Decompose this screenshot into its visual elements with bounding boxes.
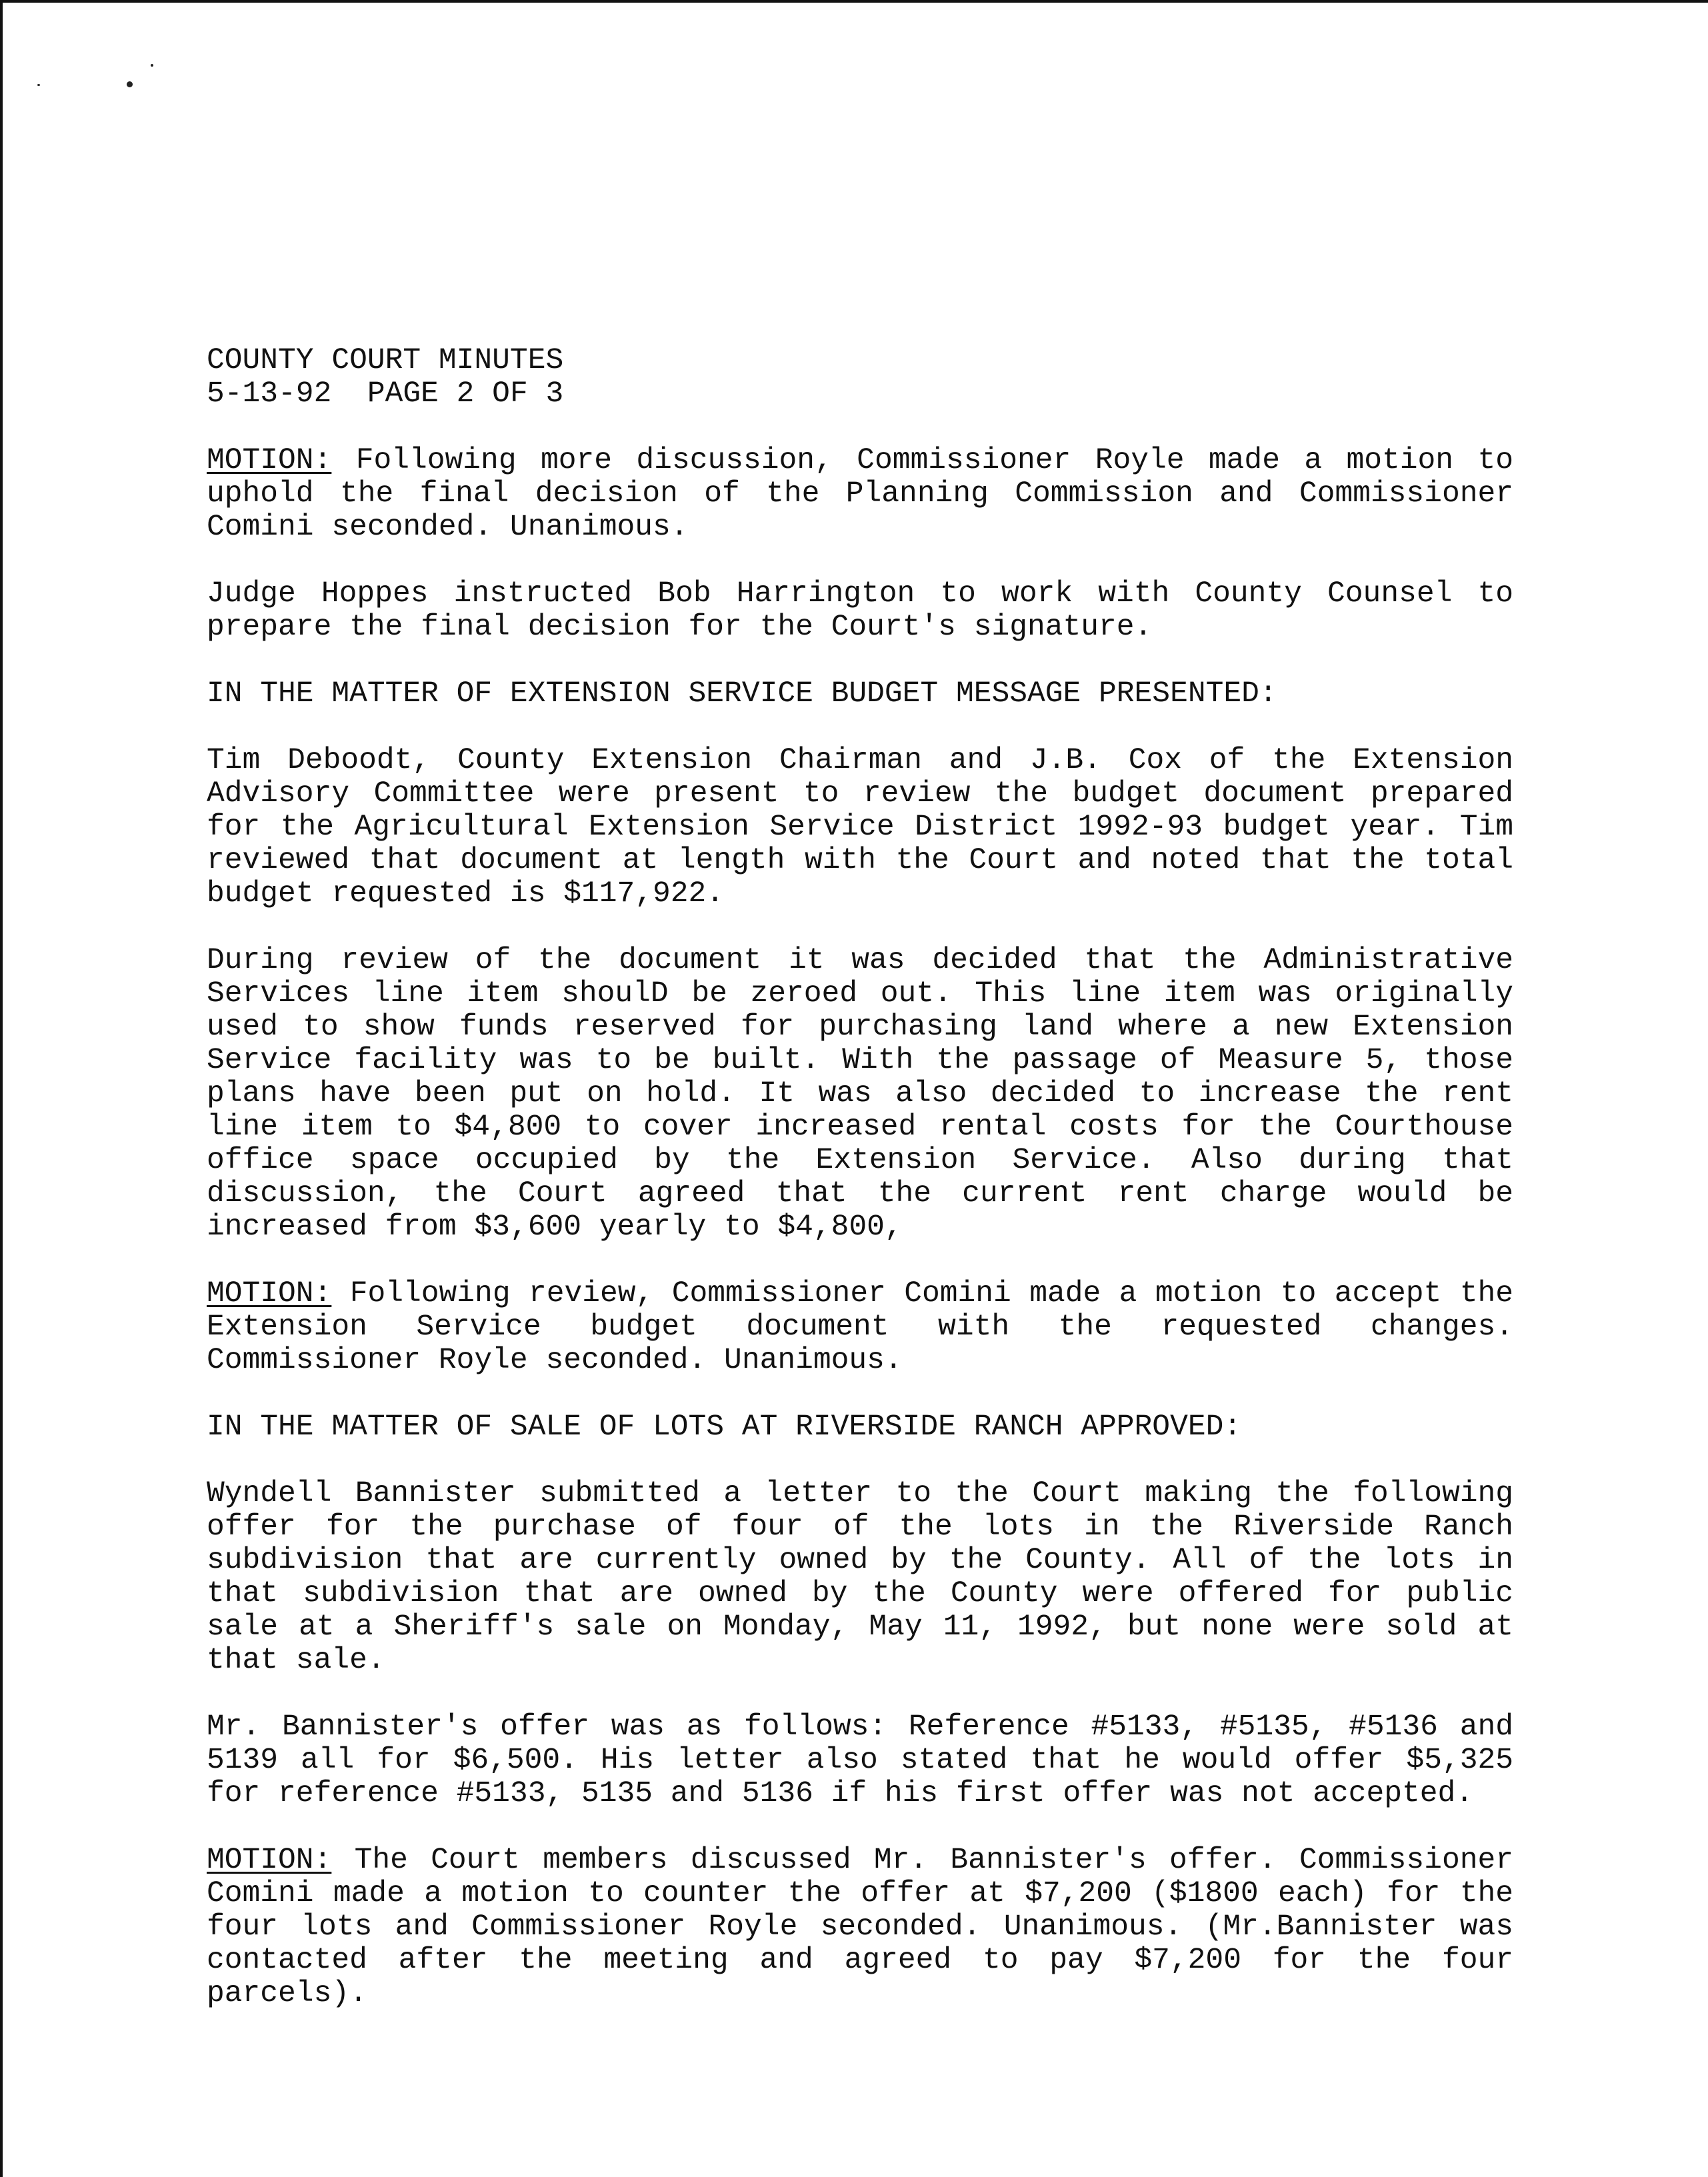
- motion-label: MOTION:: [207, 1277, 332, 1310]
- motion-label: MOTION:: [207, 444, 332, 477]
- motion-text: Following review, Commissioner Comini made a motion to accept the Extension Service budget document with the requested changes. Commissioner Royle seconded. Unanimous.: [207, 1277, 1513, 1377]
- date-page-line: [207, 377, 1513, 411]
- minutes-body: [207, 344, 1513, 2010]
- motion-text: Following more discussion, Commissioner Royle made a motion to uphold the final decision of the Planning Commission and Commissioner Comini seconded. Unanimous.: [207, 444, 1513, 544]
- scan-speck: [127, 81, 133, 87]
- lots-paragraph-2: Mr. Bannister's offer was as follows: Reference #5133, #5135, #5136 and 5139 all for $6,500. His letter also stated that he would offer $5,325 for reference #5133, 5135 and 5136 if his first offer was not accepted.: [207, 1710, 1513, 1810]
- motion-paragraph-3: [207, 1844, 1513, 2010]
- section-heading-lots: IN THE MATTER OF SALE OF LOTS AT RIVERSIDE RANCH APPROVED:: [207, 1410, 1242, 1444]
- scan-speck: [37, 84, 40, 86]
- document-header: [207, 344, 1513, 411]
- page-indicator: PAGE 2 OF 3: [367, 377, 564, 411]
- extension-paragraph-2: During review of the document it was decided that the Administrative Services line item shoulD be zeroed out. This line item was originally used to show funds reserved for purchasing land where a new Extension Service facility was to be built. With the passage of Measure 5, those plans have been put on hold. It was also decided to increase the rent line item to $4,800 to cover increased rental costs for the Courthouse office space occupied by the Extension Service. Also during that discussion, the Court agreed that the current rent charge would be increased from $3,600 yearly to $4,800,: [207, 944, 1513, 1244]
- document-title: COUNTY COURT MINUTES: [207, 344, 564, 377]
- motion-paragraph-1: [207, 444, 1513, 544]
- document-date: 5-13-92: [207, 377, 332, 411]
- motion-paragraph-2: [207, 1277, 1513, 1377]
- scan-speck: [151, 64, 153, 67]
- section-heading-extension: IN THE MATTER OF EXTENSION SERVICE BUDGET MESSAGE PRESENTED:: [207, 677, 1277, 711]
- extension-paragraph-1: Tim Deboodt, County Extension Chairman and J.B. Cox of the Extension Advisory Committee were present to review the budget document prepared for the Agricultural Extension Service District 1992-93 budget year. Tim reviewed that document at length with the Court and noted that the total budget requested is $117,922.: [207, 744, 1513, 911]
- lots-paragraph-1: Wyndell Bannister submitted a letter to the Court making the following offer for the purchase of four of the lots in the Riverside Ranch subdivision that are currently owned by the County. All of the lots in that subdivision that are owned by the County were offered for public sale at a Sheriff's sale on Monday, May 11, 1992, but none were sold at that sale.: [207, 1477, 1513, 1677]
- motion-label: MOTION:: [207, 1844, 332, 1877]
- motion-text: The Court members discussed Mr. Bannister's offer. Commissioner Comini made a motion to counter the offer at $7,200 ($1800 each) for the four lots and Commissioner Royle seconded. Unanimous. (Mr.Bannister was contacted after the meeting and agreed to pay $7,200 for the four parcels).: [207, 1844, 1513, 2010]
- judge-instruction-paragraph: Judge Hoppes instructed Bob Harrington to work with County Counsel to prepare the final decision for the Court's signature.: [207, 577, 1513, 644]
